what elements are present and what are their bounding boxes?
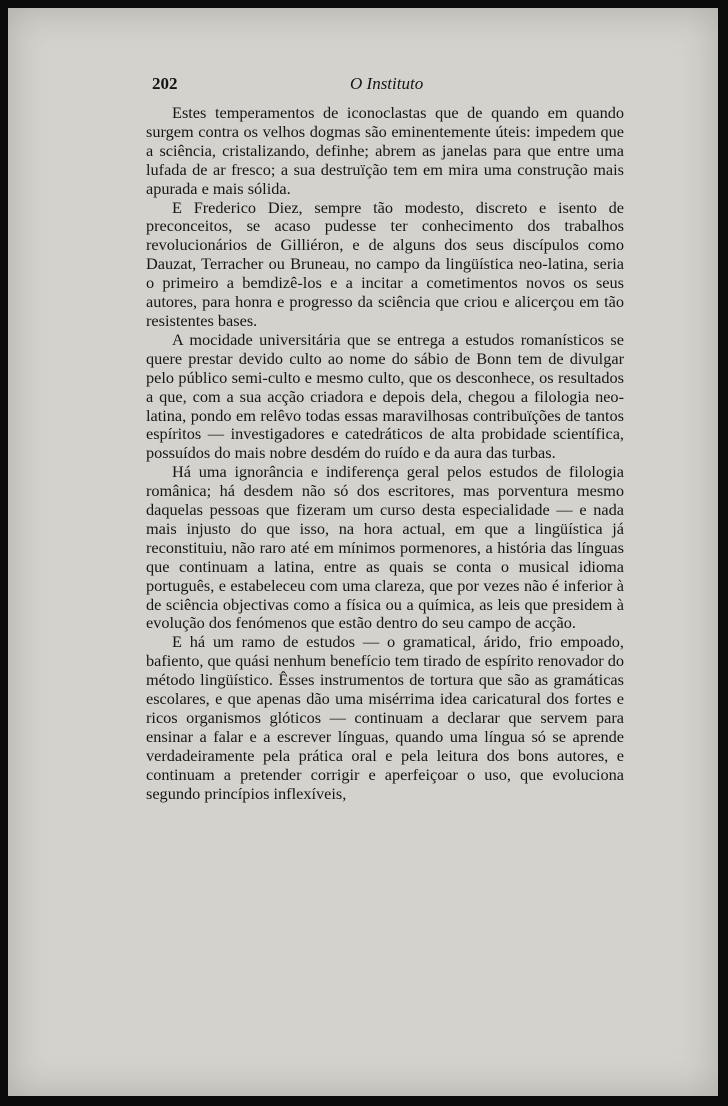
body-text xyxy=(146,104,624,804)
paragraph-university-youth: A mocidade universitária que se entrega a estudos romanísticos se quere prestar devido culto ao nome do sábio de Bonn tem de divulgar pelo público semi-culto e mesmo culto, que os desconhece, os resultados a que, com a sua acção criadora e depois dela, chegou a filologia neo-latina, pondo em relêvo todas essas maravilhosas contribuïções de tantos espíritos — investigadores e catedráticos de alta probidade scientífica, possuídos do mais nobre desdém do ruído e da aura das turbas. xyxy=(146,329,624,463)
running-title: O Instituto xyxy=(350,74,424,93)
page-number: 202 xyxy=(152,74,178,93)
paragraph-frederico-diez: E Frederico Diez, sempre tão modesto, discreto e isento de preconceitos, se acaso pudesse ter conhecimento dos trabalhos revolucionários de Gilliéron, e de alguns dos seus discípulos como Dauzat, Terracher ou Bruneau, no campo da lingüística neo-latina, seria o primeiro a bemdizê-los e a incitar a cometimentos novos os seus autores, para honra e progresso da sciência que criou e alicerçou em tão resistentes bases. xyxy=(146,197,624,330)
paragraph-iconoclasts: Estes temperamentos de iconoclastas que de quando em quando surgem contra os velhos dogmas são eminentemente úteis: impedem que a sciência, cristalizando, definhe; abrem as janelas para que entre uma lufada de ar fresco; a sua destruïção tem em mira uma construção mais apurada e mais sólida. xyxy=(146,103,624,198)
paragraph-ignorance: Há uma ignorância e indiferença geral pelos estudos de filologia românica; há desdem não só dos escritores, mas porventura mesmo daquelas pessoas que fizeram um curso desta especialidade — e nada mais injusto do que isso, na hora actual, em que a lingüística já reconstituiu, não raro até em mínimos pormenores, a história das línguas que continuam a latina, entre as quais se conta o musical idioma português, e estabeleceu com uma clareza, que por vezes não é inferior à de sciência objectivas como a física ou a química, as leis que presidem à evolução dos fenómenos que estão dentro do seu campo de acção. xyxy=(146,462,624,633)
paragraph-grammatical-studies: E há um ramo de estudos — o gramatical, árido, frio empoado, bafiento, que quási nenhum benefício tem tirado de espírito renovador do método lingüístico. Êsses instrumentos de tortura que são as gramáticas escolares, e que apenas dão uma misérrima idea caricatural dos fortes e ricos organismos glóticos — continuam a declarar que servem para ensinar a falar e a escrever línguas, quando uma língua só se aprende verdadeiramente pela prática oral e pela leitura dos bons autores, e continuam a pretender corrigir e aperfeiçoar o uso, que evoluciona segundo princípios inflexíveis, xyxy=(146,632,624,803)
page-header xyxy=(152,74,632,98)
